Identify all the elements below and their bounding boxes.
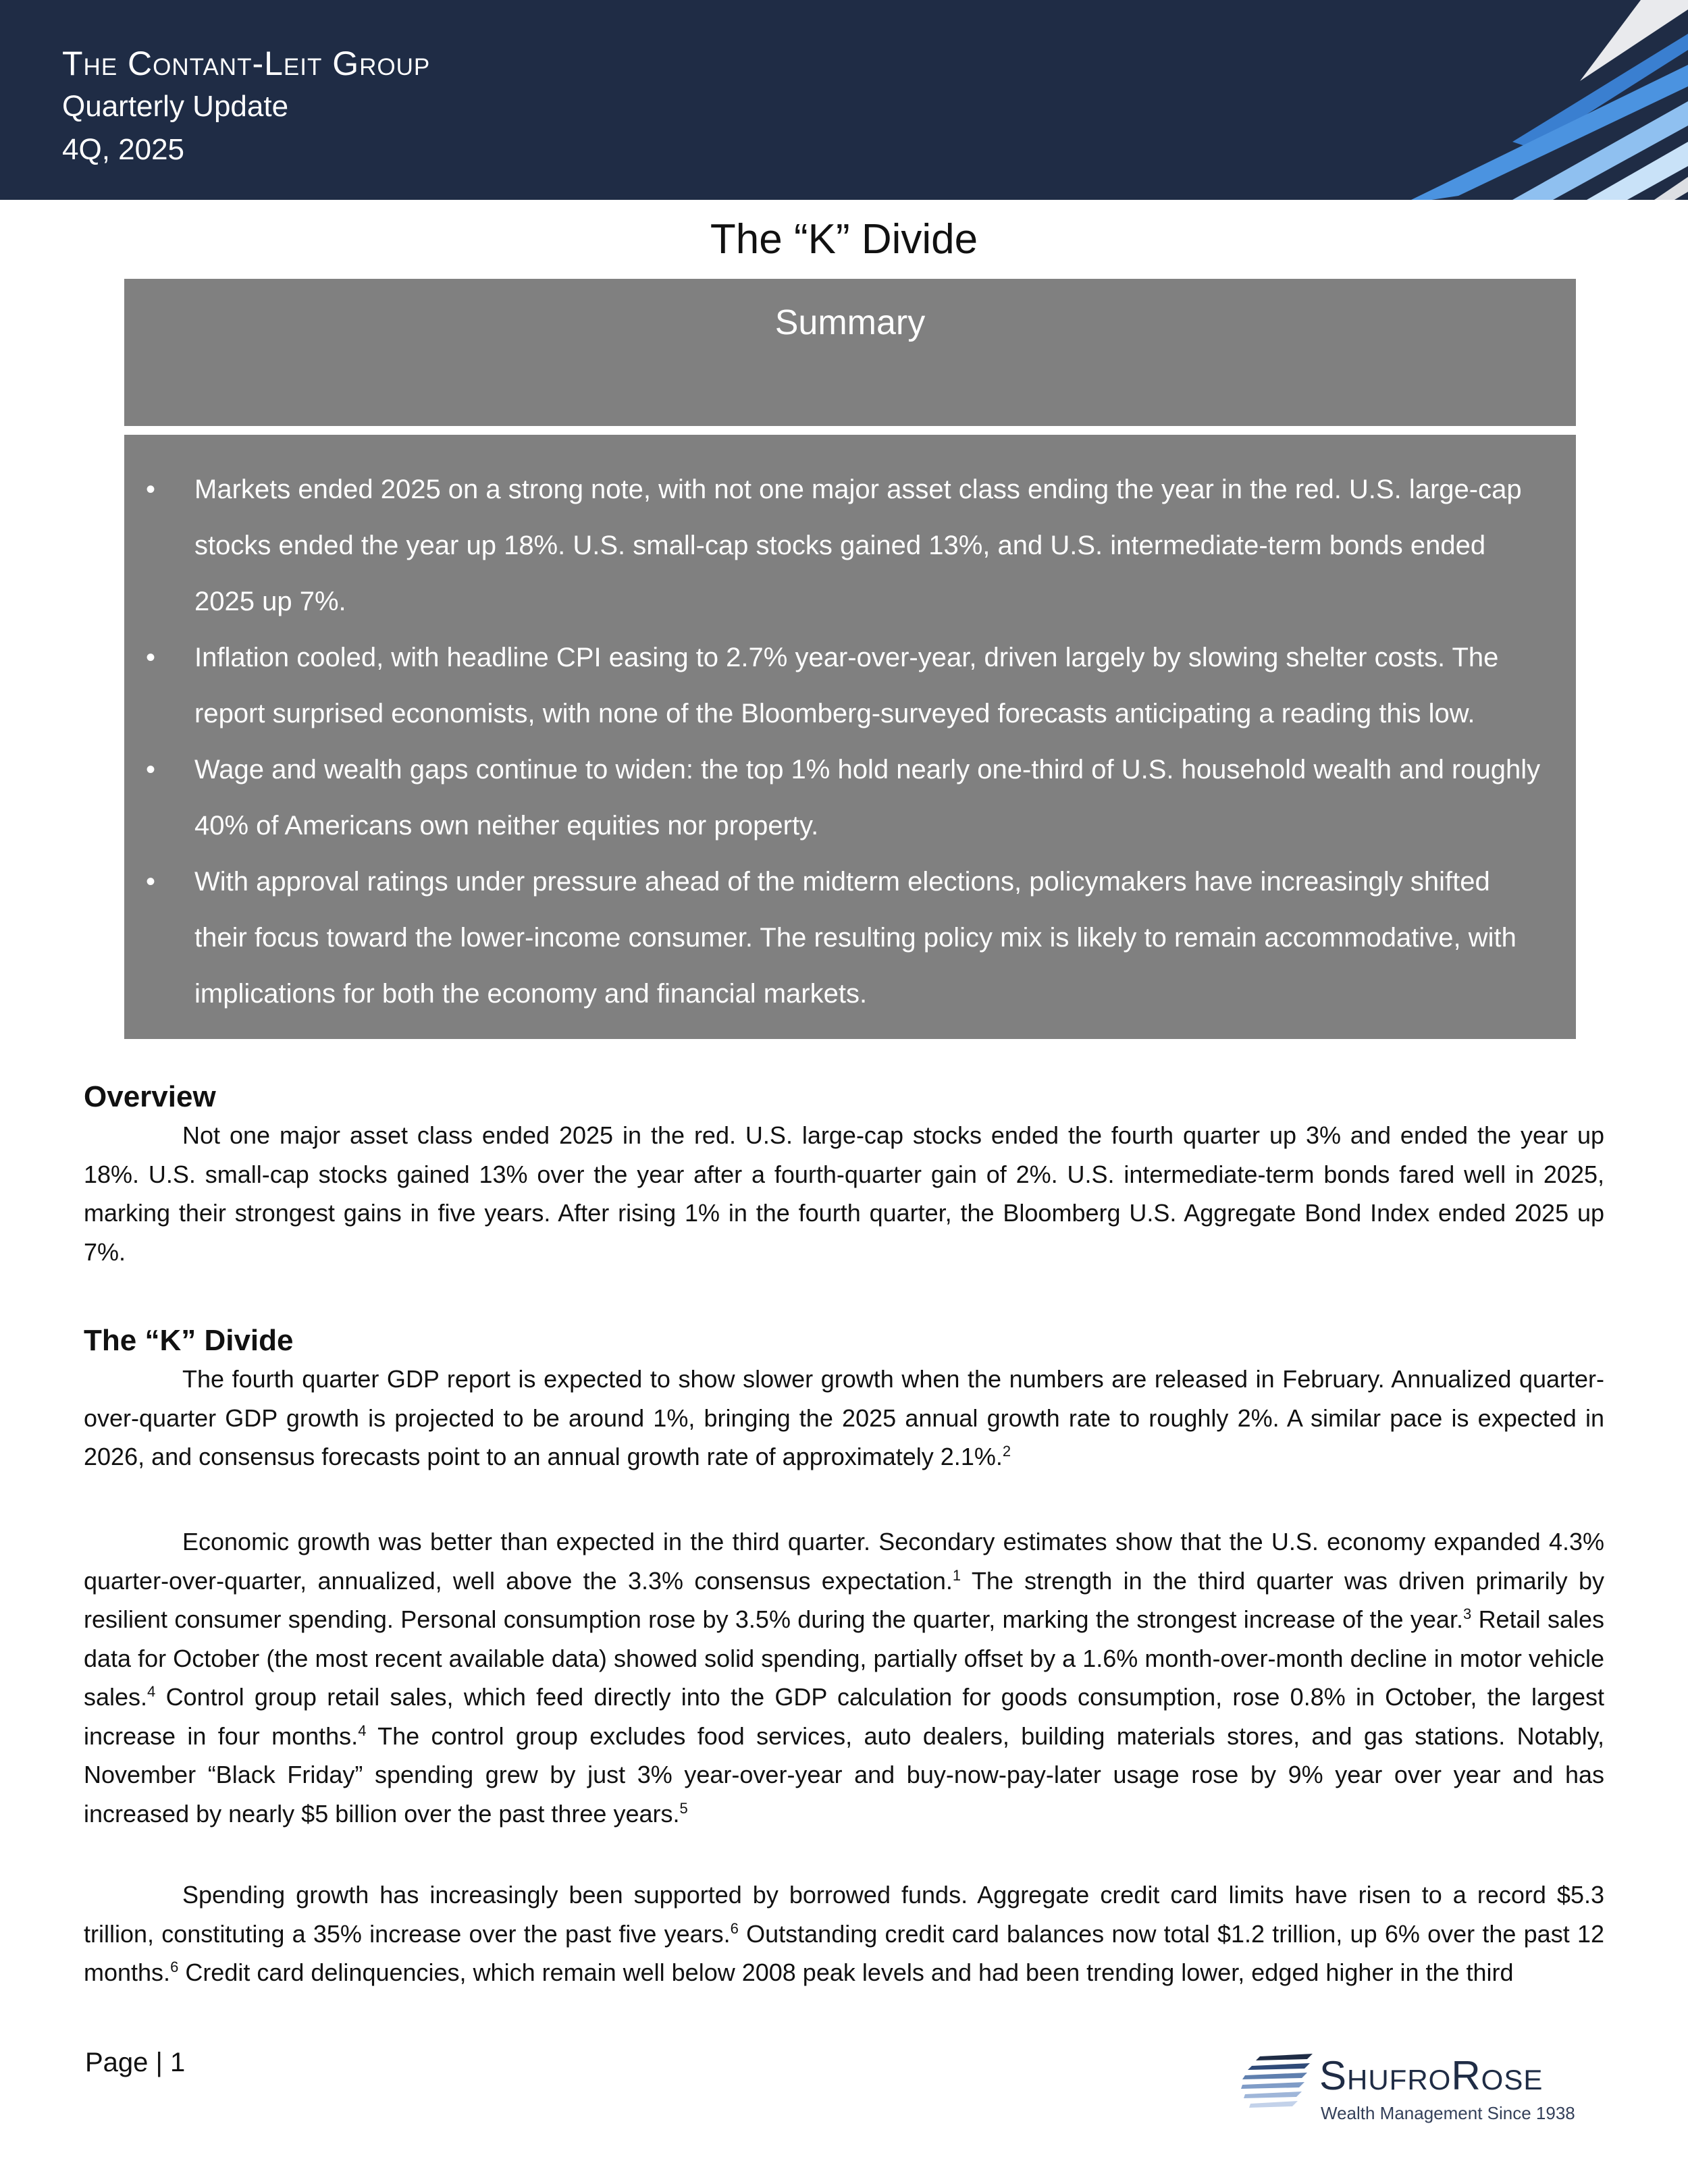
header-banner <box>0 0 1688 200</box>
bullet-icon: • <box>146 867 156 897</box>
summary-bullet <box>146 630 1549 742</box>
bullet-icon: • <box>146 643 156 672</box>
footnote-marker: 3 <box>1462 1605 1472 1622</box>
report-subtitle: Quarterly Update <box>62 90 289 123</box>
document-title: The “K” Divide <box>710 216 978 263</box>
footnote-marker: 4 <box>358 1722 367 1739</box>
company-logo <box>1240 2044 1577 2132</box>
k-divide-paragraph-2 <box>84 1522 1604 1833</box>
summary-bullet-text: With approval ratings under pressure ahead of the midterm elections, policymakers have increasingly shifted their focus toward the lower-income consumer. The resulting policy mix is likely to remain accommodative, with implications for both the economy and financial markets. <box>194 867 1516 1009</box>
overview-paragraph: Not one major asset class ended 2025 in the red. U.S. large-cap stocks ended the fourth quarter up 3% and ended the year up 18%. U.S. small-cap stocks gained 13% over the year after a fourth-quarter gain of 2%. U.S. intermediate-term bonds fared well in 2025, marking their strongest gains in five years. After rising 1% in the fourth quarter, the Bloomberg U.S. Aggregate Bond Index ended 2025 up 7%. <box>84 1121 1604 1266</box>
report-period: 4Q, 2025 <box>62 133 185 166</box>
k-divide-paragraph-2-block <box>84 1522 1604 1833</box>
paragraph-text: The fourth quarter GDP report is expected to show slower growth when the numbers are released in February. Annualized quarter-over-quarter GDP growth is projected to be around 1%, bringing the 2025 annual growth rate to roughly 2%. A similar pace is expected in 2026, and consensus forecasts point to an annual growth rate of approximately 2.1%. <box>84 1365 1604 1470</box>
k-divide-paragraph-3-block <box>84 1875 1604 1992</box>
summary-box <box>124 435 1576 1039</box>
k-divide-paragraph-1 <box>84 1360 1604 1476</box>
logo-stripes-icon <box>1240 2051 1314 2112</box>
footnote-marker: 2 <box>1002 1443 1011 1460</box>
summary-bullet-text: Wage and wealth gaps continue to widen: the top 1% hold nearly one-third of U.S. household wealth and roughly 40% of Americans own neither equities nor property. <box>194 755 1541 841</box>
footnote-marker: 6 <box>170 1959 179 1975</box>
logo-name: ShufroRose <box>1319 2053 1544 2098</box>
paragraph-text: Retail sales data for October (the most recent available data) showed solid spending, partially offset by a 1.6% month-over-month decline in motor vehicle sales. <box>84 1605 1604 1711</box>
paragraph-text: The control group excludes food services, auto dealers, building materials stores, and gas stations. Notably, November “Black Friday” spending grew by just 3% year-over-year and buy-now-pay-later usage rose by 9% year over year and has increased by nearly $5 billion over the past three years. <box>84 1722 1605 1828</box>
summary-list <box>146 462 1549 1022</box>
footnote-marker: 4 <box>147 1683 156 1700</box>
summary-bullet-text: Markets ended 2025 on a strong note, with not one major asset class ending the year in the red. U.S. large-cap stocks ended the year up 18%. U.S. small-cap stocks gained 13%, and U.S. intermediate-term bonds ended 2025 up 7%. <box>194 475 1522 616</box>
bullet-icon: • <box>146 755 156 784</box>
summary-bullet <box>146 742 1549 854</box>
summary-bullet <box>146 854 1549 1022</box>
k-divide-section <box>84 1322 1604 1476</box>
paragraph-text: Outstanding credit card balances now total $1.2 trillion, up 6% over the past 12 months. <box>84 1919 1604 1986</box>
summary-heading: Summary <box>124 279 1576 426</box>
footnote-marker: 6 <box>730 1919 739 1937</box>
paragraph-text: Spending growth has increasingly been supported by borrowed funds. Aggregate credit card limits have risen to a record $5.3 trillion, constituting a 35% increase over the past five years. <box>84 1881 1604 1948</box>
paragraph-text: Credit card delinquencies, which remain well below 2008 peak levels and had been trending lower, edged higher in the third <box>178 1959 1514 1986</box>
k-divide-paragraph-3 <box>84 1875 1604 1992</box>
summary-bullet <box>146 462 1549 630</box>
overview-section <box>84 1078 1604 1271</box>
bullet-icon: • <box>146 475 156 504</box>
firm-name: The Contant-Leit Group <box>62 45 431 82</box>
page-number: Page | 1 <box>85 2048 186 2077</box>
k-divide-heading: The “K” Divide <box>84 1324 294 1357</box>
footnote-marker: 5 <box>679 1799 688 1817</box>
paragraph-text: Economic growth was better than expected in the third quarter. Secondary estimates show that the U.S. economy expanded 4.3% quarter-over-quarter, annualized, well above the 3.3% consensus expectation. <box>84 1528 1604 1595</box>
decorative-stripes-graphic <box>1310 0 1688 200</box>
paragraph-text: Control group retail sales, which feed directly into the GDP calculation for goods consumption, rose 0.8% in October, the largest increase in four months. <box>84 1683 1604 1750</box>
logo-tagline: Wealth Management Since 1938 <box>1321 2103 1575 2123</box>
overview-heading: Overview <box>84 1080 216 1113</box>
summary-bullet-text: Inflation cooled, with headline CPI easing to 2.7% year-over-year, driven largely by slowing shelter costs. The report surprised economists, with none of the Bloomberg-surveyed forecasts anticipating a reading this low. <box>194 643 1499 728</box>
header-text <box>62 42 430 171</box>
footnote-marker: 1 <box>952 1566 961 1584</box>
paragraph-text: The strength in the third quarter was driven primarily by resilient consumer spending. Personal consumption rose by 3.5% during the quarter, marking the strongest increase of the year. <box>84 1566 1604 1633</box>
